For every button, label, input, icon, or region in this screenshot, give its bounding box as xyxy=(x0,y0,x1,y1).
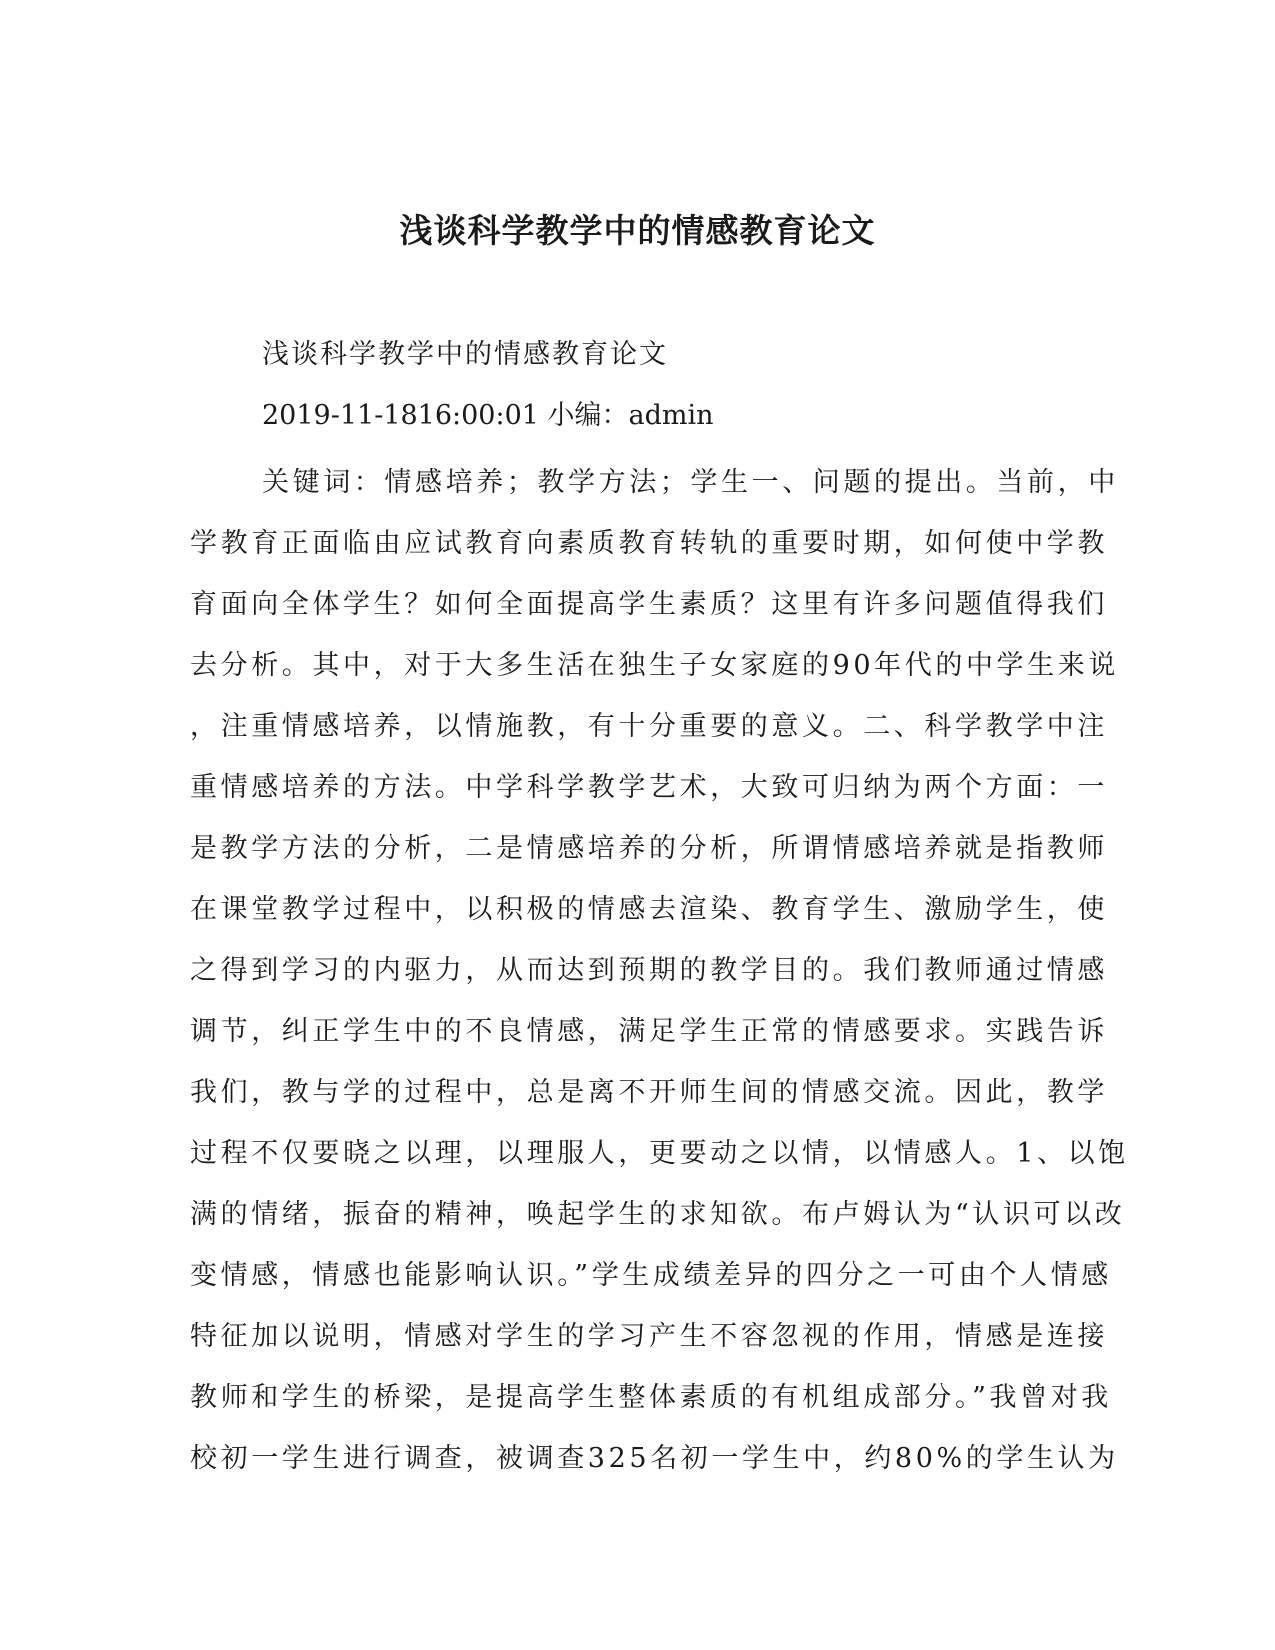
body-line: 特征加以说明，情感对学生的学习产生不容忽视的作用，情感是连接 xyxy=(190,1321,1108,1352)
document-title: 浅谈科学教学中的情感教育论文 xyxy=(399,211,876,250)
body-line: ，注重情感培养，以情施教，有十分重要的意义。二、科学教学中注 xyxy=(190,711,1108,742)
body-line: 是教学方法的分析，二是情感培养的分析，所谓情感培养就是指教师 xyxy=(190,833,1108,864)
body-line: 教师和学生的桥梁，是提高学生整体素质的有机组成部分。”我曾对我 xyxy=(190,1382,1112,1413)
article-subtitle: 浅谈科学教学中的情感教育论文 xyxy=(262,339,668,370)
body-line: 校初一学生进行调查，被调查325名初一学生中，约80%的学生认为 xyxy=(190,1443,1119,1474)
body-line: 重情感培养的方法。中学科学教学艺术，大致可归纳为两个方面：一 xyxy=(190,772,1108,803)
body-line: 调节，纠正学生中的不良情感，满足学生正常的情感要求。实践告诉 xyxy=(190,1016,1108,1047)
body-line: 去分析。其中，对于大多生活在独生子女家庭的90年代的中学生来说 xyxy=(190,650,1119,681)
body-line: 我们，教与学的过程中，总是离不开师生间的情感交流。因此，教学 xyxy=(190,1077,1108,1108)
body-line: 在课堂教学过程中，以积极的情感去渲染、教育学生、激励学生，使 xyxy=(190,894,1108,925)
body-line: 育面向全体学生？如何全面提高学生素质？这里有许多问题值得我们 xyxy=(190,589,1108,620)
body-line: 满的情绪，振奋的精神，唤起学生的求知欲。布卢姆认为“认识可以改 xyxy=(190,1199,1126,1230)
article-body xyxy=(190,452,1129,1489)
body-line: 变情感，情感也能影响认识。”学生成绩差异的四分之一可由个人情感 xyxy=(190,1260,1112,1291)
article-meta: 2019-11-1816:00:01 小编：admin xyxy=(262,400,714,431)
body-line: 之得到学习的内驱力，从而达到预期的教学目的。我们教师通过情感 xyxy=(190,955,1108,986)
body-line: 关键词：情感培养；教学方法；学生一、问题的提出。当前，中 xyxy=(262,467,1119,498)
body-line: 学教育正面临由应试教育向素质教育转轨的重要时期，如何使中学教 xyxy=(190,528,1108,559)
body-line: 过程不仅要晓之以理，以理服人，更要动之以情，以情感人。1、以饱 xyxy=(190,1138,1129,1169)
